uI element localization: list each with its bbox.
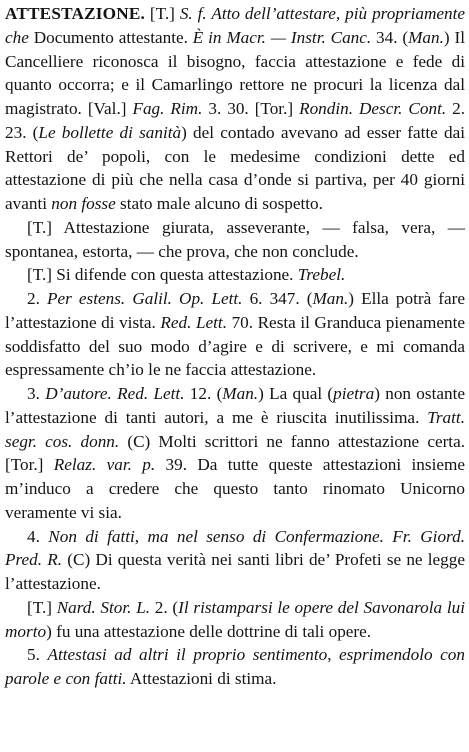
italic-text: Trebel. bbox=[297, 265, 346, 285]
entry-text: 3. 30. [Tor.] bbox=[202, 99, 300, 118]
entry-paragraph-sense-2 bbox=[5, 287, 465, 382]
italic-text: S. f. Atto dell’attestare, più propriamente che bbox=[5, 4, 465, 47]
entry-text: ) Il Cancelliere riconosca il bisogno, faccia attestazione e fede di quanto occorra; e il Camarlingo rettore ne procuri la licenza dal magistrato. [Val.] bbox=[5, 27, 465, 118]
entry-paragraph-sense-5 bbox=[5, 643, 465, 691]
italic-text: non fosse bbox=[51, 194, 116, 213]
italic-text: Non di fatti, ma nel senso di Confermazione. Fr. Giord. Pred. R. bbox=[5, 526, 465, 570]
entry-text: [T.] Attestazione giurata, asseverante, — falsa, vera, — spontanea, estorta, — che prova, che non conclude. bbox=[5, 217, 465, 261]
entry-text: 5. bbox=[27, 645, 48, 665]
entry-text: Attestazioni di stima. bbox=[126, 669, 277, 688]
entry-text: [T.] Si difende con questa attestazione. bbox=[27, 265, 298, 285]
italic-text: Fag. Rim. bbox=[132, 99, 203, 118]
entry-text: ) Ella potrà fare l’attestazione di vista. bbox=[5, 289, 466, 332]
italic-text: È in Macr. — Instr. Canc. bbox=[192, 27, 372, 47]
entry-text: [T.] bbox=[144, 4, 180, 23]
italic-text: Per estens. Galil. Op. Lett. bbox=[47, 289, 243, 308]
entry-text: [T.] bbox=[27, 597, 57, 617]
entry-paragraph-sense-3 bbox=[5, 382, 465, 525]
entry-text: ) non ostante l’attestazione di tanti autori, a me è riuscita inutilissima. bbox=[5, 384, 465, 427]
entry-paragraph-sworn bbox=[5, 216, 465, 264]
entry-text: 70. Resta il Granduca pienamente soddisfatto del suo modo d’agire e di scrivere, e mi comanda espressamente ch’io le ne faccia attestazione. bbox=[5, 312, 465, 380]
entry-text: 2. bbox=[27, 289, 47, 308]
italic-text: Red. Lett. bbox=[160, 312, 228, 332]
entry-text: 2. 23. ( bbox=[5, 99, 466, 142]
entry-paragraph-sense-4 bbox=[5, 525, 465, 596]
entry-text: ) fu una attestazione delle dottrine di tali opere. bbox=[46, 621, 372, 641]
entry-text: 4. bbox=[27, 526, 49, 546]
entry-paragraph-defends bbox=[5, 263, 465, 287]
entry-text: Documento attestante. bbox=[33, 27, 193, 47]
entry-text: 39. Da tutte queste attestazioni insieme m’induco a credere che questo tanto rinomato Unicorno veramente vi sia. bbox=[5, 455, 465, 522]
entry-headword: ATTESTAZIONE. bbox=[5, 4, 145, 23]
entry-paragraph-definition bbox=[5, 2, 465, 216]
entry-text: 6. 347. ( bbox=[242, 289, 313, 308]
dictionary-entry-attestazione bbox=[5, 2, 465, 691]
italic-text: Il ristamparsi le opere del Savonarola lui morto bbox=[5, 597, 465, 641]
italic-text: D’autore. Red. Lett. bbox=[45, 384, 185, 403]
entry-text: 34. ( bbox=[371, 27, 409, 47]
italic-text: Relaz. var. p. bbox=[53, 455, 156, 475]
italic-text: Attestasi ad altri il proprio sentimento, esprimendolo con parole e con fatti. bbox=[5, 645, 465, 688]
entry-text: ) La qual ( bbox=[258, 384, 334, 403]
entry-text: 2. ( bbox=[150, 597, 179, 617]
italic-text: Rondin. Descr. Cont. bbox=[299, 99, 447, 118]
italic-text: Le bollette di sanità bbox=[38, 122, 182, 142]
entry-text: (C) Molti scrittori ne fanno attestazione certa. [Tor.] bbox=[5, 431, 465, 475]
italic-text: pietra bbox=[333, 384, 375, 403]
italic-text: Man. bbox=[408, 27, 444, 47]
italic-text: Man. bbox=[312, 289, 349, 308]
italic-text: Tratt. segr. cos. donn. bbox=[5, 407, 465, 451]
entry-text: 3. bbox=[27, 384, 46, 403]
entry-text: (C) Di questa verità nei santi libri de’ Profeti se ne legge l’attestazione. bbox=[5, 550, 465, 593]
entry-text: ) del contado avevano ad esser fatte dai Rettori de’ popoli, con le medesime condizioni dette ed attestazione di più che nella casa d’onde si partiva, per 40 giorni avanti bbox=[5, 122, 465, 213]
entry-text: stato male alcuno di sospetto. bbox=[115, 194, 323, 213]
entry-paragraph-nard bbox=[5, 596, 465, 644]
italic-text: Nard. Stor. L. bbox=[56, 597, 151, 617]
italic-text: Man. bbox=[222, 384, 259, 403]
entry-text: 12. ( bbox=[184, 384, 223, 403]
